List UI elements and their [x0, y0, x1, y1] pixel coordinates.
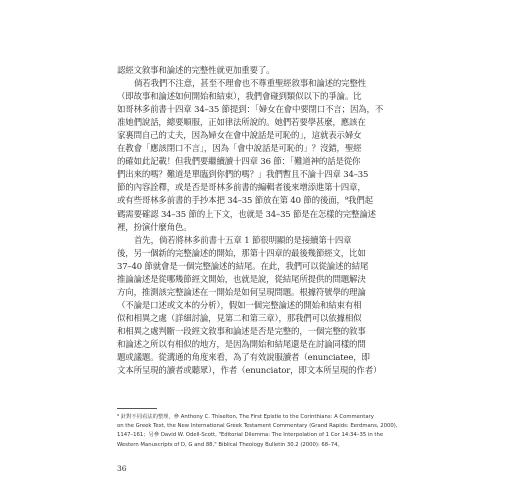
- body-line: 似和相異之處（詳細討論，見第二和第三章），那我們可以依據相似: [117, 312, 362, 323]
- footnote-line: ⁹ 針對不同看法的整理，參 Anthony C. Thiselton, The First Epistle to the Corinthians: A Commentary: [117, 414, 374, 420]
- body-line: 和相異之處判斷一段經文敘事和論述是否是完整的，一個完整的敘事: [117, 325, 366, 336]
- body-line: 節的內容詮釋，或是否是哥林多前書的編輯者後來增添進第十四章，: [117, 182, 366, 193]
- footnote-line: Western Manuscripts of D, G and 88," Biblical Theology Bulletin 30.2 (2000): 68–74。: [117, 441, 343, 448]
- body-line: 首先，倘若將林多前書十五章 1 節很明顯的是接續第十四章: [134, 234, 352, 245]
- body-line: 題或議題。從溝通的角度來看，為了有效說服讀者（enunciatee，即: [117, 352, 370, 363]
- body-line: 和論述之所以有相似的地方，是因為開始和結尾還是在討論同樣的問: [117, 338, 366, 349]
- body-text: [117, 64, 402, 377]
- body-line: 家裏問自己的丈夫，因為婦女在會中說話是可恥的」，這就表示婦女: [117, 130, 362, 141]
- body-line: 碼需要確認 34–35 節的上下文，也就是 34–35 節是在怎樣的完整論述: [117, 208, 376, 219]
- body-line: 倘若我們不注意，甚至不理會也不尊重聖經敘事和論述的完整性: [134, 78, 367, 89]
- body-line: 們出來的嗎？難道是單臨到你們的嗎？」我們暫且不論十四章 34–35: [117, 169, 369, 180]
- body-line: 後，另一個新的完整論述的開始，那第十四章的最後幾節經文，比如: [117, 247, 366, 258]
- footnote: [117, 413, 405, 450]
- body-line: 的確如此記載！但我們要繼續讀十四章 36 節：「難道神的話是從你: [117, 156, 361, 167]
- footnote-line: 1147–161；另參 David W. Odell-Scott, "Editorial Dilemma: The Interpolation of 1 Cor 14:34–35 in the: [117, 432, 384, 439]
- body-line: 37–40 節就會是一個完整論述的結尾。在此，我們可以從論述的結尾: [117, 260, 369, 271]
- body-line: 或有些哥林多前書的手抄本把 34–35 節放在第 40 節的後面，⁹我們起: [117, 195, 373, 206]
- body-line: 文本所呈現的讀者或聽眾），作者（enunciator，即文本所呈現的作者）: [117, 365, 382, 376]
- footnote-line: on the Greek Text, the New International Greek Testament Commentary (Grand Rapids: Eerdmans, 2000),: [117, 423, 398, 430]
- body-line: 准她們說話，總要順服，正如律法所說的。她們若要學甚麼，應該在: [117, 117, 366, 128]
- body-line: （即故事和論述如何開始和結束），我們會碰到類似以下的爭論。比: [117, 91, 362, 102]
- body-line: 在教會「應該閉口不言」，因為「會中說話是可恥的」？沒錯，聖經: [117, 143, 362, 154]
- body-line: 方向，推測該完整論述在一開始是如何呈現問題。根據符號學的理論: [117, 286, 366, 297]
- page-number: 36: [117, 464, 127, 473]
- body-line: 認經文敘事和論述的完整性就更加重要了。: [117, 65, 275, 75]
- body-line: 如哥林多前書十四章 34–35 節提到：「婦女在會中要閉口不言；因為，不: [117, 104, 384, 115]
- body-line: 推論論述是從哪幾節經文開始，也就是說，從結尾所提供的問題解決: [117, 273, 366, 284]
- body-line: 裡，扮演什麼角色。: [117, 221, 192, 232]
- body-line: （不論是口述或文本的分析），假如一個完整論述的開始和結束有相: [117, 299, 362, 310]
- footnote-separator: [117, 408, 157, 409]
